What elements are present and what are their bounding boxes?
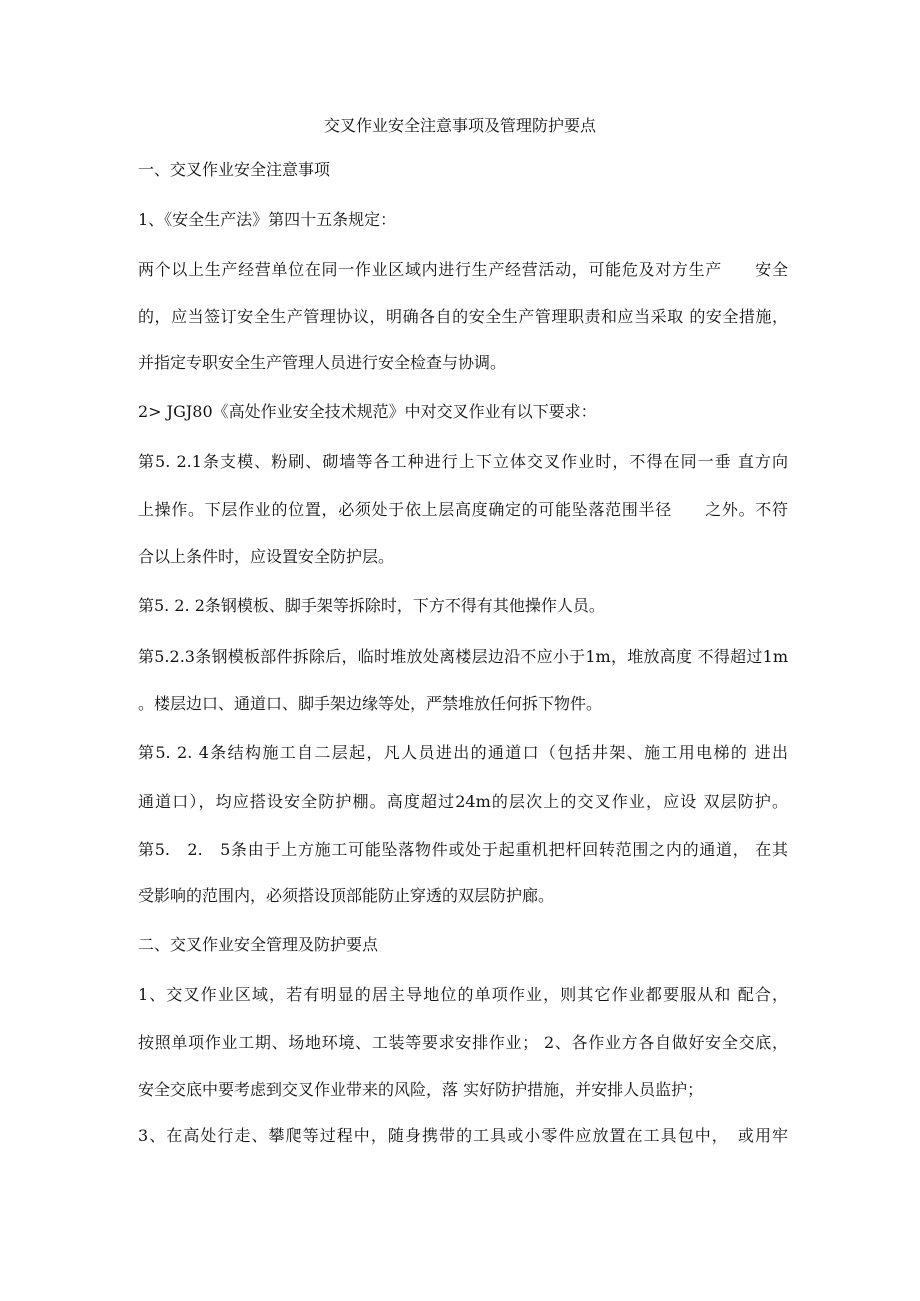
paragraph-line: 第5.2.3条钢模板部件拆除后，临时堆放处离楼层边沿不应小于1m，堆放高度 不得超过1m <box>138 647 788 666</box>
paragraph-line: 并指定专职安全生产管理人员进行安全检查与协调。 <box>138 353 507 372</box>
paragraph-line: 通道口），均应搭设安全防护棚。高度超过24m的层次上的交叉作业，应设 双层防护。 <box>138 792 788 811</box>
paragraph-line: 。楼层边口、通道口、脚手架边缘等处，严禁堆放任何拆下物件。 <box>138 694 603 713</box>
paragraph-line: 合以上条件时，应设置安全防护层。 <box>138 547 395 566</box>
paragraph-line: 3、在高处行走、攀爬等过程中，随身携带的工具或小零件应放置在工具包中， 或用牢 <box>138 1126 788 1145</box>
paragraph-line: 上操作。下层作业的位置，必须处于依上层高度确定的可能坠落范围半径 之外。不符 <box>138 500 788 519</box>
paragraph-line: 第5. 2. 2条钢模板、脚手架等拆除时，下方不得有其他操作人员。 <box>138 596 605 615</box>
section-heading-1: 一、交叉作业安全注意事项 <box>138 160 331 179</box>
section-heading-2: 二、交叉作业安全管理及防护要点 <box>138 935 379 954</box>
paragraph-line: 第5. 2. 5条由于上方施工可能坠落物件或处于起重机把杆回转范围之内的通道， 在其 <box>138 840 788 859</box>
paragraph-line: 1、交叉作业区域，若有明显的居主导地位的单项作业，则其它作业都要服从和 配合， <box>138 985 788 1004</box>
paragraph-line: 受影响的范围内，必须搭设顶部能防止穿透的双层防护廊。 <box>138 886 555 905</box>
paragraph-line: 第5. 2.1条支模、粉刷、砌墙等各工种进行上下立体交叉作业时，不得在同一垂 直方向 <box>138 452 788 471</box>
paragraph-line: 的，应当签订安全生产管理协议，明确各自的安全生产管理职责和应当采取 的安全措施， <box>138 307 788 326</box>
paragraph-line: 安全交底中要考虑到交叉作业带来的风险，落 实好防护措施，并安排人员监护； <box>138 1080 704 1099</box>
paragraph-line: 按照单项作业工期、场地环境、工装等要求安排作业； 2、各作业方各自做好安全交底， <box>138 1033 788 1052</box>
paragraph-line: 1、《安全生产法》第四十五条规定： <box>138 210 397 229</box>
paragraph-line: 2> JGJ80《高处作业安全技术规范》中对交叉作业有以下要求： <box>138 402 597 421</box>
paragraph-line: 两个以上生产经营单位在同一作业区域内进行生产经营活动，可能危及对方生产 安全 <box>138 260 788 279</box>
paragraph-line: 第5. 2. 4条结构施工自二层起，凡人员进出的通道口（包括井架、施工用电梯的 进出 <box>138 743 788 762</box>
document-title: 交叉作业安全注意事项及管理防护要点 <box>323 116 596 135</box>
